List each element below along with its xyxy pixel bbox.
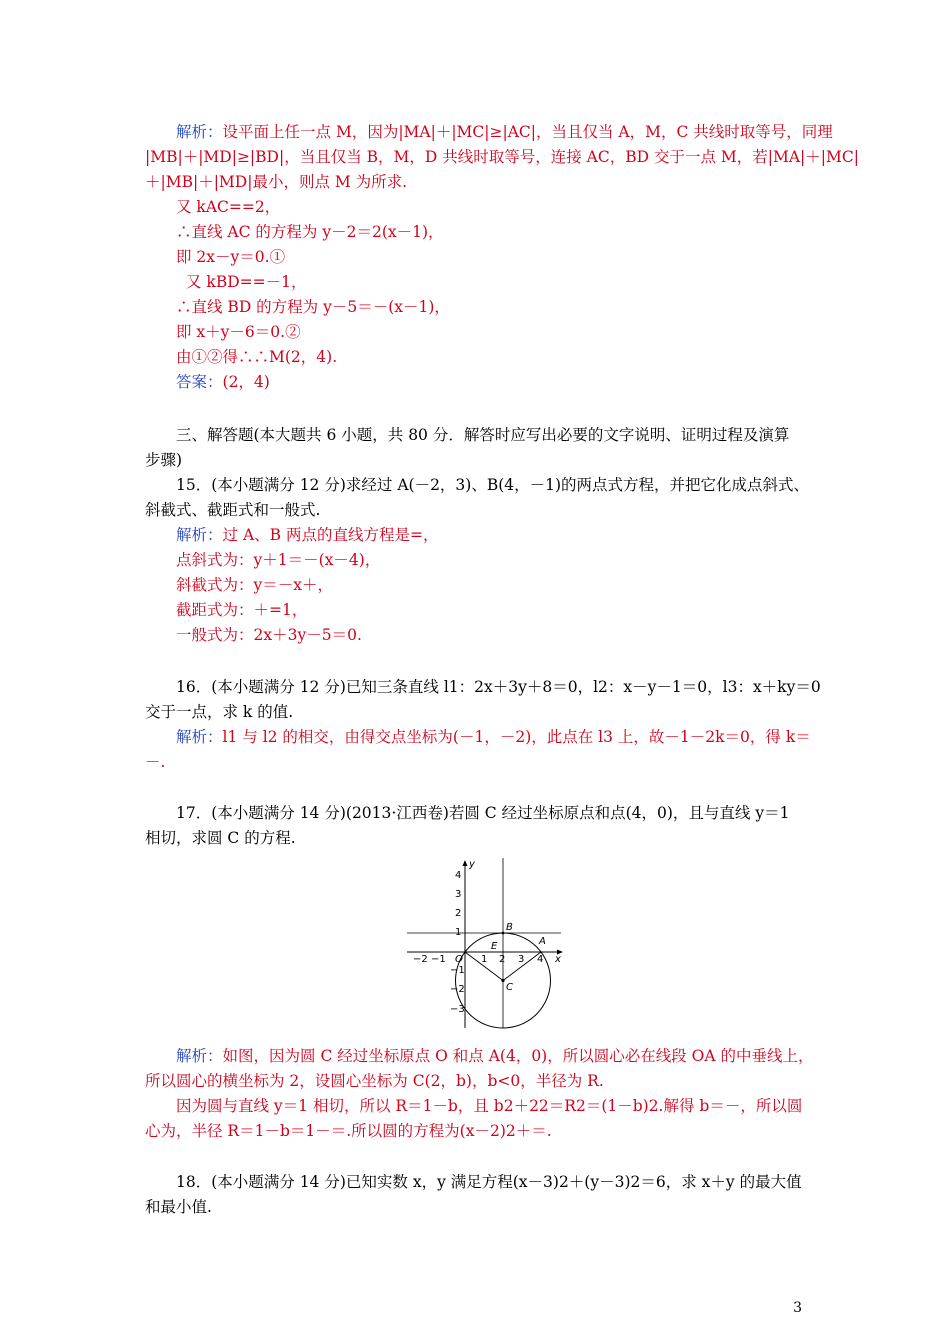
circle-diagram	[405, 856, 565, 1032]
text-span: 15．(本小题满分 12 分)求经过 A(－2，3)、B(4，－1)的两点式方程，并把它化成点斜式、	[176, 476, 810, 494]
text-span: 17．(本小题满分 14 分)(2013·江西卷)若圆 C 经过坐标原点和点(4，0)，且与直线 y＝1	[176, 804, 790, 822]
text-span: ∴直线 AC 的方程为 y－2＝2(x－1)，	[176, 223, 444, 241]
tick-x-neg1: −1	[431, 954, 446, 965]
text-line	[176, 475, 809, 495]
point-b	[502, 932, 505, 935]
text-span: 因为圆与直线 y＝1 相切，所以 R＝1－b，且 b2＋22＝R2＝(1－b)2.解得 b＝－，所以圆	[176, 1097, 803, 1115]
label-span: 解析：	[176, 526, 223, 544]
text-line	[186, 272, 306, 292]
text-span: (2，4)	[222, 373, 270, 391]
text-span: 心为，半径 R＝1－b＝1－＝.所以圆的方程为(x－2)2＋＝.	[145, 1122, 552, 1140]
tick-y-2: 2	[455, 908, 462, 919]
text-line	[176, 727, 811, 747]
text-span: 又 kBD==－1，	[186, 273, 307, 291]
text-span: 和最小值.	[145, 1198, 212, 1216]
text-line	[145, 1121, 552, 1141]
text-span: 设平面上任一点 M，因为|MA|＋|MC|≥|AC|，当且仅当 A，M，C 共线时取等号，同理	[222, 123, 833, 141]
tick-x-2: 2	[499, 954, 506, 965]
text-span: 16．(本小题满分 12 分)已知三条直线 l1：2x＋3y＋8＝0，l2：x－y－1＝0，l3：x＋ky＝0	[176, 678, 821, 696]
text-line	[176, 197, 280, 217]
axis-x-label: x	[555, 954, 561, 965]
text-line	[176, 222, 444, 242]
text-line	[145, 1071, 604, 1091]
text-span: 由①②得∴∴M(2，4).	[176, 348, 338, 366]
text-line	[176, 247, 285, 267]
text-span: 又 kAC==2，	[176, 198, 281, 216]
tick-y-4: 4	[455, 870, 462, 881]
text-span: ∴直线 BD 的方程为 y－5＝－(x－1)，	[176, 298, 450, 316]
label-span: 解析：	[176, 1047, 223, 1065]
text-line	[145, 752, 165, 772]
text-line	[176, 122, 833, 142]
text-span: l1 与 l2 的相交，由得交点坐标为(－1，－2)，此点在 l3 上，故－1－2k＝0，得 k＝	[222, 728, 811, 746]
text-span: 即 x＋y－6＝0.②	[176, 323, 301, 341]
text-line	[145, 500, 320, 520]
text-line	[145, 450, 182, 470]
label-span: 答案：	[176, 373, 223, 391]
text-line	[176, 1172, 802, 1192]
axis-y-label: y	[469, 859, 475, 870]
y-axis-arrow	[463, 860, 468, 866]
text-span: 斜截式为：y＝－x＋，	[176, 576, 333, 594]
text-span: 交于一点，求 k 的值.	[145, 703, 294, 721]
text-line	[145, 1197, 212, 1217]
text-line	[145, 172, 407, 192]
text-span: 截距式为：＋=1，	[176, 601, 308, 619]
text-span: 所以圆心的横坐标为 2，设圆心坐标为 C(2，b)，b<0，半径为 R.	[145, 1072, 604, 1090]
text-line	[176, 322, 301, 342]
text-span: －.	[145, 753, 166, 771]
text-line	[145, 147, 859, 167]
text-span: 步骤)	[145, 451, 183, 469]
text-line	[176, 803, 789, 823]
tick-y-neg2: −2	[450, 984, 465, 995]
point-c	[501, 979, 504, 982]
point-b-label: B	[506, 922, 513, 933]
origin-label: O	[455, 954, 463, 965]
text-span: 相切，求圆 C 的方程.	[145, 829, 296, 847]
text-line	[176, 297, 450, 317]
point-e-label: E	[491, 941, 498, 952]
text-span: |MB|＋|MD|≥|BD|，当且仅当 B，M，D 共线时取等号，连接 AC，BD 交于一点 M，若|MA|＋|MC|	[145, 148, 859, 166]
text-line	[176, 575, 333, 595]
text-line	[176, 550, 380, 570]
text-span: 斜截式、截距式和一般式.	[145, 501, 321, 519]
tick-y-1: 1	[455, 927, 462, 938]
text-span: ＋|MB|＋|MD|最小，则点 M 为所求.	[145, 173, 408, 191]
text-line	[176, 1096, 802, 1116]
tick-y-neg3: −3	[450, 1004, 465, 1015]
text-span: 18．(本小题满分 14 分)已知实数 x，y 满足方程(x－3)2＋(y－3)2＝6，求 x＋y 的最大值	[176, 1173, 802, 1191]
text-line	[176, 677, 821, 697]
tick-x-neg2: −2	[413, 954, 428, 965]
text-span: 三、解答题(本大题共 6 小题，共 80 分．解答时应写出必要的文字说明、证明过程及演算	[176, 426, 790, 444]
text-line	[176, 600, 307, 620]
text-line	[145, 702, 293, 722]
page-number: 3	[793, 1300, 802, 1316]
text-line	[145, 828, 296, 848]
tick-x-1: 1	[481, 954, 488, 965]
text-span: 如图，因为圆 C 经过坐标原点 O 和点 A(4，0)，所以圆心必在线段 OA 的中垂线上，	[222, 1047, 814, 1065]
tick-y-neg1: −1	[450, 965, 465, 976]
label-span: 解析：	[176, 123, 223, 141]
text-line	[176, 525, 438, 545]
point-a-label: A	[539, 936, 546, 947]
text-line	[176, 347, 337, 367]
text-line	[176, 425, 789, 445]
tick-y-3: 3	[455, 889, 462, 900]
point-c-label: C	[506, 982, 513, 993]
text-line	[176, 1046, 814, 1066]
text-span: 即 2x－y＝0.①	[176, 248, 286, 266]
text-span: 一般式为：2x＋3y－5＝0.	[176, 626, 362, 644]
label-span: 解析：	[176, 728, 223, 746]
text-span: 过 A、B 两点的直线方程是=，	[222, 526, 439, 544]
tick-x-3: 3	[518, 954, 525, 965]
tick-x-4: 4	[537, 954, 544, 965]
text-line	[176, 372, 270, 392]
text-span: 点斜式为：y＋1＝－(x－4)，	[176, 551, 381, 569]
text-line	[176, 625, 362, 645]
